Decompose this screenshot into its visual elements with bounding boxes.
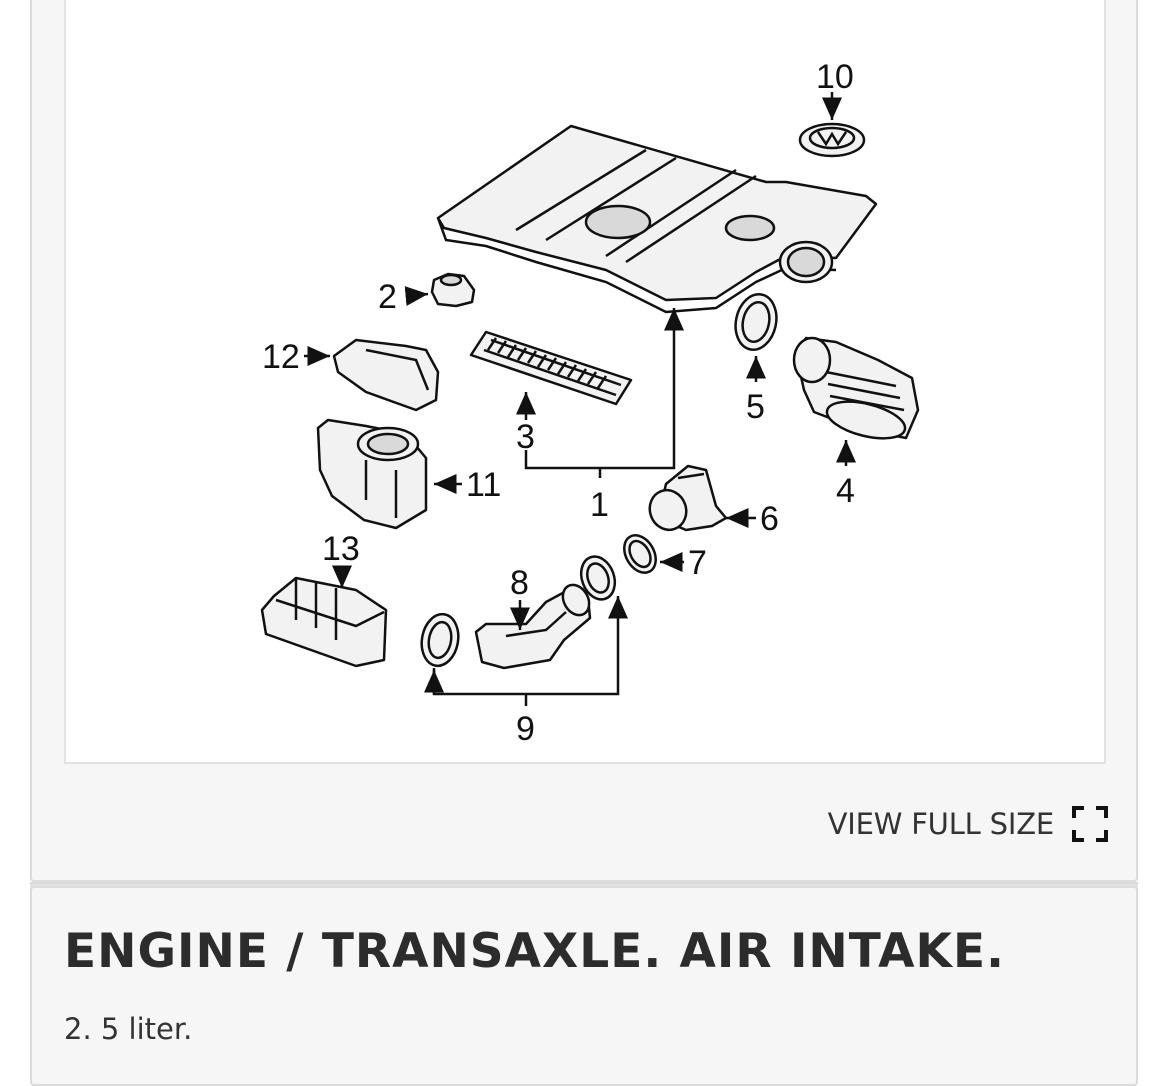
callout-5[interactable]: 5	[746, 388, 765, 426]
page-title: ENGINE / TRANSAXLE. AIR INTAKE.	[64, 924, 1005, 979]
maf-sensor-part	[644, 466, 726, 535]
parts-diagram[interactable]	[64, 0, 1106, 764]
view-full-size-link[interactable]	[828, 806, 1108, 842]
callout-3[interactable]: 3	[516, 418, 535, 456]
intake-hose-part	[794, 338, 918, 445]
expand-icon	[1072, 806, 1108, 842]
callout-4[interactable]: 4	[836, 472, 855, 510]
cap-part	[432, 274, 474, 306]
callout-2[interactable]: 2	[378, 278, 397, 316]
intake-duct-part	[262, 578, 386, 666]
callout-1[interactable]: 1	[590, 486, 609, 524]
air-filter-part	[471, 332, 631, 404]
callout-12[interactable]: 12	[262, 338, 300, 376]
filter-housing-part	[318, 420, 426, 528]
callout-13[interactable]: 13	[322, 530, 360, 568]
engine-spec-text: 2. 5 liter.	[64, 1012, 193, 1046]
info-card	[30, 886, 1138, 1086]
o-ring-part	[618, 530, 662, 579]
filter-lid-part	[334, 340, 438, 410]
callout-10[interactable]: 10	[816, 58, 854, 96]
callout-9[interactable]: 9	[516, 710, 535, 748]
view-full-size-label: VIEW FULL SIZE	[827, 807, 1054, 841]
intake-pipe-part	[476, 580, 594, 668]
clamp-5-part	[731, 290, 782, 353]
clamp-9b-part	[418, 611, 462, 668]
callout-6[interactable]: 6	[760, 500, 779, 538]
callout-8[interactable]: 8	[510, 564, 529, 602]
callout-11[interactable]: 11	[466, 466, 502, 504]
engine-cover-part	[438, 126, 876, 312]
parts-diagram-svg	[66, 0, 1108, 766]
emblem-part	[800, 124, 864, 156]
callout-7[interactable]: 7	[688, 544, 707, 582]
